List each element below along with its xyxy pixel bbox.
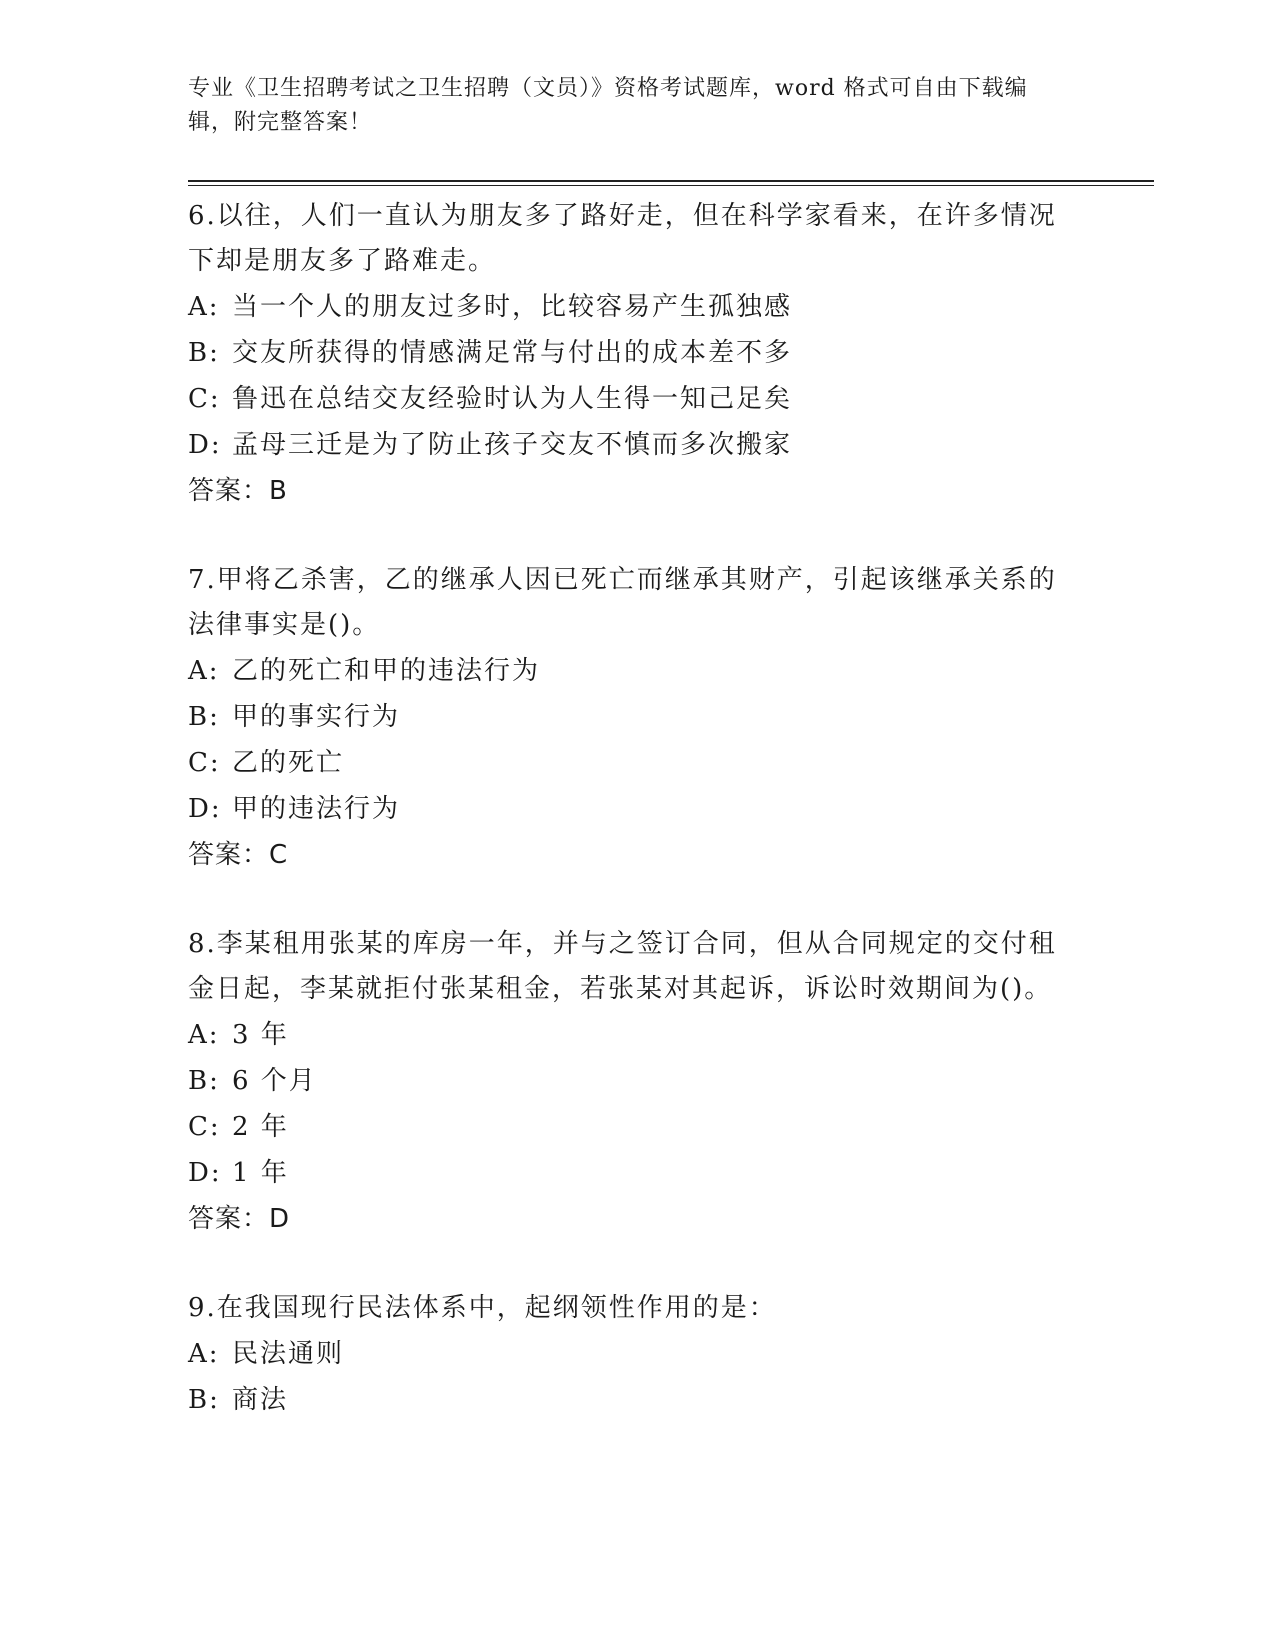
answer-line: 答案：B: [188, 476, 288, 506]
option-text: 乙的死亡: [232, 748, 345, 778]
option-text: 鲁迅在总结交友经验时认为人生得一知己足矣: [232, 384, 793, 414]
option-label: C:: [188, 748, 221, 778]
option-label: C:: [188, 1112, 221, 1142]
document-header: 专业《卫生招聘考试之卫生招聘（文员）》资格考试题库，word 格式可自由下载编辑，附完整答案！: [188, 76, 1028, 135]
option-a: [188, 284, 1148, 330]
option-label: C:: [188, 384, 221, 414]
option-label: A:: [188, 1020, 220, 1050]
question-6: [188, 194, 1148, 514]
option-label: B:: [188, 1066, 220, 1096]
option-a: [188, 648, 1148, 694]
header-divider: [188, 180, 1154, 186]
question-stem: 6.以往，人们一直认为朋友多了路好走，但在科学家看来，在许多情况下却是朋友多了路难走。: [188, 201, 1057, 276]
option-text: 2 年: [232, 1112, 289, 1142]
option-text: 乙的死亡和甲的违法行为: [232, 656, 541, 686]
option-label: D:: [188, 430, 222, 460]
option-c: [188, 376, 1148, 422]
option-b: [188, 330, 1148, 376]
option-label: B:: [188, 338, 220, 368]
answer-line: 答案：C: [188, 840, 289, 870]
option-label: A:: [188, 656, 220, 686]
option-text: 孟母三迁是为了防止孩子交友不慎而多次搬家: [232, 430, 793, 460]
option-label: D:: [188, 1158, 222, 1188]
option-b: [188, 1058, 1148, 1104]
option-label: A:: [188, 1339, 220, 1369]
option-text: 当一个人的朋友过多时，比较容易产生孤独感: [232, 292, 793, 322]
option-text: 6 个月: [232, 1066, 317, 1096]
question-8: [188, 922, 1148, 1242]
option-a: [188, 1012, 1148, 1058]
option-text: 交友所获得的情感满足常与付出的成本差不多: [232, 338, 793, 368]
option-label: B:: [188, 702, 220, 732]
option-text: 民法通则: [232, 1339, 345, 1369]
question-stem: 9.在我国现行民法体系中，起纲领性作用的是：: [188, 1293, 777, 1323]
answer-line: 答案：D: [188, 1204, 291, 1234]
question-7: [188, 558, 1148, 878]
option-text: 1 年: [232, 1158, 289, 1188]
option-d: [188, 1150, 1148, 1196]
question-stem: 7.甲将乙杀害，乙的继承人因已死亡而继承其财产，引起该继承关系的法律事实是()。: [188, 565, 1057, 640]
option-d: [188, 422, 1148, 468]
option-d: [188, 786, 1148, 832]
option-b: [188, 1377, 1148, 1423]
option-text: 甲的违法行为: [232, 794, 401, 824]
option-text: 3 年: [232, 1020, 289, 1050]
question-stem: 8.李某租用张某的库房一年，并与之签订合同，但从合同规定的交付租金日起，李某就拒付张某租金，若张某对其起诉，诉讼时效期间为()。: [188, 929, 1057, 1004]
document-page: [188, 72, 1148, 1467]
option-a: [188, 1331, 1148, 1377]
question-list: [188, 194, 1148, 1423]
option-label: D:: [188, 794, 222, 824]
question-9: [188, 1286, 1148, 1423]
option-text: 甲的事实行为: [232, 702, 401, 732]
option-label: A:: [188, 292, 220, 322]
option-b: [188, 694, 1148, 740]
option-c: [188, 1104, 1148, 1150]
option-text: 商法: [232, 1385, 289, 1415]
option-c: [188, 740, 1148, 786]
option-label: B:: [188, 1385, 220, 1415]
